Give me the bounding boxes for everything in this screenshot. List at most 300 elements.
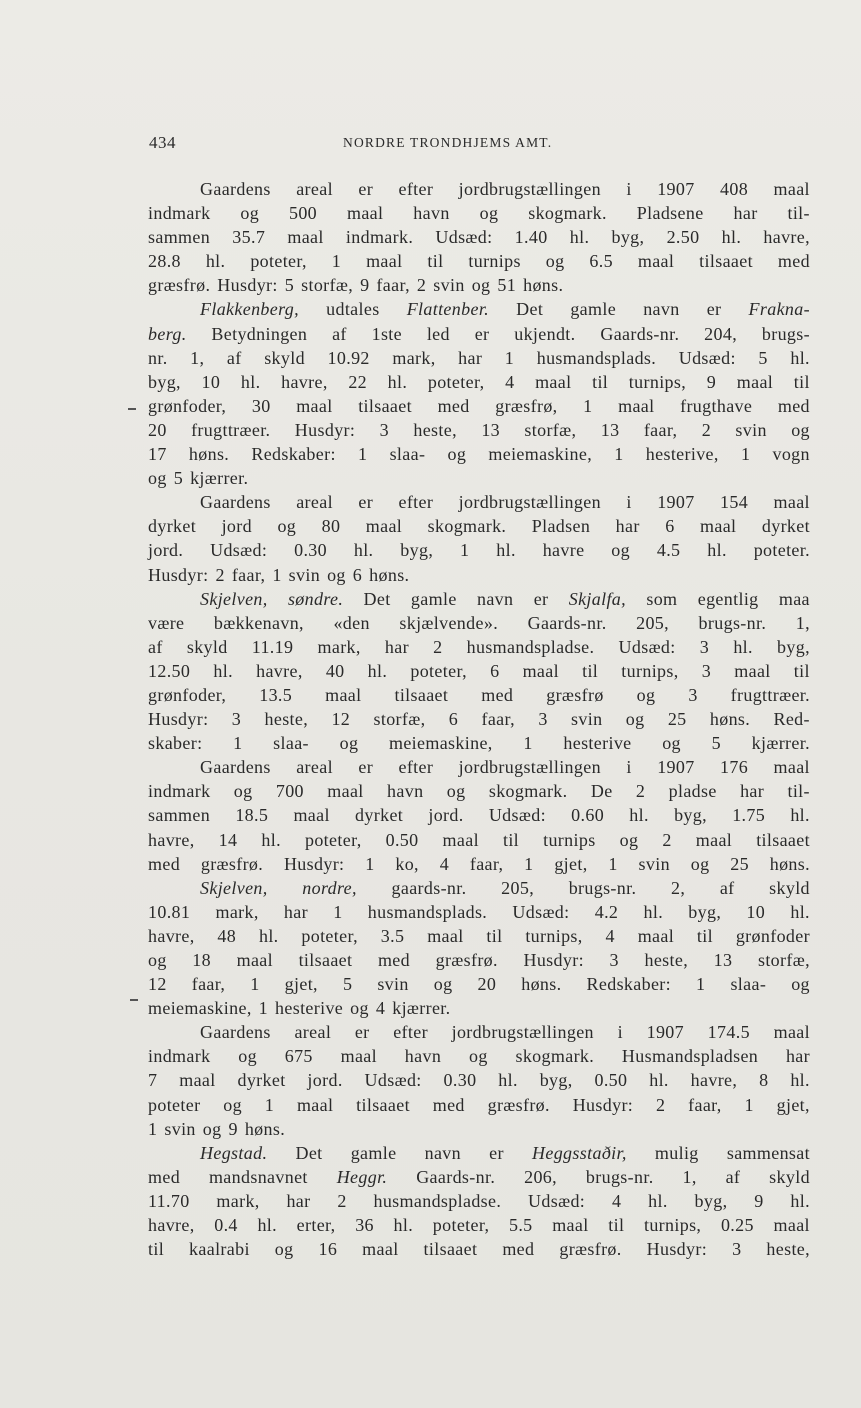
word: af — [332, 323, 347, 344]
word: Betydningen — [211, 323, 308, 344]
word: 1907 — [657, 179, 695, 199]
text-line — [148, 900, 810, 924]
word: og — [447, 444, 467, 465]
text-line — [148, 611, 810, 635]
word: maal — [695, 829, 733, 850]
word: 12 — [148, 974, 167, 995]
text-line — [148, 587, 810, 611]
word: og — [791, 419, 810, 440]
text-line — [148, 1213, 810, 1237]
word: høns. — [769, 853, 810, 874]
body-text — [148, 177, 810, 1261]
word: indmark. — [345, 227, 414, 248]
word: udtales — [326, 299, 380, 320]
word: storfæ, — [301, 275, 354, 296]
word: hl. — [790, 805, 810, 826]
word: Redskaber: — [586, 974, 672, 995]
text-line — [148, 948, 810, 972]
word: jordbrugstællingen — [451, 1022, 594, 1043]
word: hl. — [353, 540, 374, 561]
word: gamle — [350, 1142, 397, 1163]
word: Gaardens — [200, 1022, 271, 1043]
word: skogmark. — [488, 781, 568, 802]
word: nr. — [148, 347, 168, 368]
word: poteter, — [304, 829, 362, 850]
word: er — [354, 1022, 370, 1043]
text-line — [148, 563, 810, 587]
word: 1ste — [371, 323, 402, 344]
word: med — [437, 395, 470, 416]
word: skogmark. — [427, 516, 507, 537]
word: maal — [734, 660, 771, 681]
word: storfæ, — [373, 709, 426, 730]
word: til — [502, 829, 520, 850]
word: til — [793, 371, 810, 392]
word: maal — [340, 1046, 377, 1067]
word: dyrket — [761, 516, 810, 537]
word: svin — [735, 419, 767, 440]
text-line — [148, 1189, 810, 1213]
word: tilsaaet — [423, 1239, 478, 1260]
word: frugthave — [680, 395, 753, 416]
text-line — [148, 490, 810, 514]
text-line — [148, 996, 810, 1020]
word: mark, — [392, 347, 436, 368]
word: i — [617, 1022, 623, 1043]
word: er — [489, 1142, 504, 1163]
word: i — [626, 757, 632, 778]
word: Udsæd: — [678, 347, 736, 368]
word: hl. — [790, 1190, 810, 1211]
word: maal — [287, 227, 324, 248]
word: havre, — [148, 925, 195, 946]
word: hl. — [721, 227, 742, 248]
text-line — [148, 442, 810, 466]
word: poteter, — [250, 251, 307, 272]
word: til — [793, 660, 810, 681]
word: 1, — [190, 347, 205, 368]
word: efter — [398, 179, 434, 199]
word: skyld — [264, 347, 305, 368]
word: slaa- — [273, 733, 309, 754]
word: hl. — [733, 636, 753, 657]
word: svin — [164, 1118, 196, 1139]
word: byg, — [694, 1190, 728, 1211]
word: 1907 — [657, 492, 695, 513]
word: til — [427, 251, 444, 272]
word: har — [458, 347, 483, 368]
word: maal — [773, 757, 810, 778]
word: hl. — [707, 540, 727, 561]
word: Red- — [773, 709, 810, 730]
word: har — [785, 1046, 810, 1067]
text-line — [148, 370, 810, 394]
word: husmandspladse. — [373, 1190, 502, 1211]
word: 205, — [501, 877, 535, 898]
text-line — [148, 876, 810, 900]
text-line — [148, 731, 810, 755]
word: poteter, — [410, 660, 467, 681]
word: 6.5 — [589, 251, 613, 272]
word: er — [358, 492, 374, 513]
word: Husdyr: — [572, 1094, 634, 1115]
text-line — [148, 346, 810, 370]
word: Husdyr: — [294, 419, 356, 440]
word: og — [350, 998, 369, 1019]
word: 7 — [148, 1070, 158, 1091]
word: poteter, — [427, 371, 485, 392]
word: faar, — [191, 974, 226, 995]
word: gjet, — [776, 1094, 810, 1115]
word: er — [533, 588, 549, 609]
word: søndre. — [287, 588, 344, 609]
word: 174.5 — [707, 1022, 750, 1043]
word: sammen — [148, 227, 211, 248]
word: jord. — [307, 1070, 343, 1091]
word: 13.5 — [259, 684, 293, 705]
word: til- — [787, 781, 810, 802]
word: kjærrer. — [751, 733, 810, 754]
word: 25 — [667, 709, 687, 730]
word: med — [481, 684, 514, 705]
word: 6 — [490, 660, 500, 681]
word: dyrket — [237, 1070, 286, 1091]
word: og — [636, 684, 656, 705]
word: byg, — [148, 371, 181, 392]
word: maal — [327, 781, 364, 802]
word: og — [545, 251, 565, 272]
word: maal — [236, 950, 273, 970]
word: høns. — [244, 1118, 286, 1139]
word: 1 — [744, 1094, 754, 1115]
word: er — [358, 179, 374, 199]
word: til — [592, 371, 609, 392]
text-line — [148, 1093, 810, 1117]
page-header — [149, 133, 811, 155]
word: 1 — [233, 733, 243, 754]
word: svin — [571, 709, 603, 730]
text-line — [148, 177, 810, 201]
word: ko, — [395, 853, 419, 874]
text-line — [148, 1020, 810, 1044]
word: hl. — [569, 227, 590, 248]
word: efter — [393, 1022, 428, 1043]
word: havre, — [281, 371, 328, 392]
word: indmark — [148, 203, 211, 224]
text-line — [148, 683, 810, 707]
word: Det — [363, 588, 391, 609]
word: 0.30 — [443, 1070, 477, 1091]
text-line — [148, 297, 810, 321]
word: som — [646, 588, 678, 609]
word: havre, — [763, 227, 810, 248]
word: byg, — [777, 636, 810, 657]
word: er — [474, 323, 490, 344]
word: 6 — [352, 564, 363, 585]
word: poteter, — [301, 925, 358, 946]
word: og — [223, 1094, 242, 1115]
word: mark, — [317, 636, 361, 657]
word: havre, — [256, 660, 303, 681]
word: mandsnavnet — [208, 1166, 308, 1187]
word: havre, — [148, 1215, 195, 1236]
word: hl. — [648, 1190, 668, 1211]
text-line — [148, 803, 810, 827]
word: 1 — [504, 347, 515, 368]
word: husmandsplads. — [536, 347, 657, 368]
word: 36 — [355, 1215, 374, 1236]
word: hl. — [496, 540, 516, 561]
word: hl. — [213, 660, 233, 681]
word: 1 — [608, 853, 618, 874]
word: 3 — [379, 419, 389, 440]
word: 1907 — [657, 757, 695, 778]
word: dyrket — [148, 516, 197, 537]
word: af — [148, 636, 163, 657]
word: faar, — [376, 275, 410, 296]
word: græsfrø. — [200, 853, 264, 874]
word: husmandsplads. — [367, 901, 488, 922]
word: til — [582, 660, 599, 681]
word: 25 — [730, 853, 749, 874]
word: Husdyr: — [148, 564, 209, 585]
word: svin — [288, 564, 321, 585]
word: 1 — [523, 733, 533, 754]
word: turnips, — [628, 371, 687, 392]
word: Gaards-nr. — [527, 612, 607, 633]
word: jordbrugstællingen — [458, 757, 601, 778]
word: Gaardens — [200, 757, 271, 778]
word: hl. — [643, 901, 664, 922]
word: ukjendt. — [514, 323, 576, 344]
word: Husdyr: — [283, 853, 345, 874]
word: maal — [535, 371, 572, 392]
word: turnips, — [643, 1215, 702, 1236]
page-number: 434 — [149, 133, 176, 152]
word: faar, — [469, 853, 504, 874]
word: 18.5 — [235, 805, 269, 826]
word: 28.8 — [148, 251, 181, 272]
word: skogmark. — [528, 203, 607, 224]
word: maal — [179, 1070, 216, 1091]
word: og — [202, 1118, 222, 1139]
text-line — [148, 828, 810, 852]
word: 3.5 — [380, 925, 405, 946]
word: 9 — [228, 1118, 238, 1139]
word: og — [233, 781, 253, 802]
word: hl. — [790, 901, 810, 922]
word: skyld — [769, 877, 810, 898]
word: og — [240, 203, 260, 224]
word: tilsaaet — [298, 950, 353, 970]
word: 6 — [448, 709, 459, 730]
word: hl. — [367, 660, 388, 681]
word: frugttræer. — [730, 684, 810, 705]
word: af — [719, 877, 735, 898]
text-line — [148, 1165, 810, 1189]
word: maal — [296, 395, 333, 416]
text-line — [148, 394, 810, 418]
word: Udsæd: — [488, 805, 546, 826]
word: Husdyr: — [523, 950, 584, 970]
word: 5 — [758, 347, 768, 368]
word: svin — [433, 275, 465, 296]
word: hesterive — [563, 733, 632, 754]
word: 2 — [433, 636, 443, 657]
word: Udsæd: — [364, 1070, 422, 1091]
word: skogmark. — [515, 1046, 595, 1067]
word: har — [733, 203, 758, 224]
word: Husdyr: — [217, 275, 278, 296]
word: areal — [294, 1022, 332, 1043]
word: Det — [295, 1142, 323, 1163]
word: 1.40 — [514, 227, 548, 248]
word: indmark — [148, 1046, 211, 1067]
word: græsfrø. — [435, 950, 498, 970]
word: maal — [522, 660, 559, 681]
text-line — [148, 418, 810, 442]
word: til- — [787, 203, 810, 224]
word: og — [148, 950, 167, 970]
text-line — [148, 249, 810, 273]
word: faar, — [688, 1094, 722, 1115]
word: 1 — [460, 540, 470, 561]
word: maal — [736, 371, 774, 392]
word: med — [148, 1166, 181, 1187]
word: byg, — [688, 901, 722, 922]
word: 4 — [605, 925, 615, 946]
word: sammensat — [726, 1142, 810, 1163]
word: gamle — [570, 299, 617, 320]
word: 20 — [148, 419, 167, 440]
word: 2 — [635, 781, 646, 802]
word: 13 — [600, 419, 620, 440]
word: 1.75 — [732, 805, 766, 826]
word: skjælvende». — [399, 612, 499, 633]
word: areal — [296, 757, 333, 778]
word: De — [590, 781, 613, 802]
word: 22 — [348, 371, 368, 392]
text-line — [148, 225, 810, 249]
word: og — [274, 1239, 294, 1260]
word: 1 — [365, 853, 375, 874]
word: jordbrugstællingen — [458, 179, 601, 199]
word: storfæ, — [757, 950, 810, 970]
word: 9 — [360, 275, 370, 296]
word: 1 — [272, 564, 282, 585]
running-title: NORDRE TRONDHJEMS AMT. — [343, 135, 553, 150]
word: areal — [296, 179, 333, 199]
text-line — [148, 924, 810, 948]
word: 2 — [655, 1094, 666, 1115]
word: maal — [700, 516, 737, 537]
word: og — [238, 1046, 257, 1067]
word: 4 — [439, 853, 450, 874]
word: 1 — [331, 251, 342, 272]
word: hl. — [261, 829, 281, 850]
word: 9 — [754, 1190, 764, 1211]
word: hl. — [387, 371, 408, 392]
word: skaber: — [148, 733, 203, 754]
word: til — [148, 1239, 165, 1260]
word: grønfoder, — [148, 395, 227, 416]
word: storfæ, — [524, 419, 577, 440]
word: hl. — [240, 371, 261, 392]
word: Skjelven, — [200, 877, 268, 898]
word: græsfrø. — [148, 275, 211, 296]
word: og — [619, 829, 639, 850]
word: med — [148, 853, 181, 874]
margin-mark — [130, 999, 138, 1001]
word: Gaardens — [200, 492, 271, 513]
word: jord — [221, 516, 252, 537]
word: 8 — [759, 1070, 769, 1091]
word: 1, — [795, 612, 810, 633]
word: maal — [442, 829, 479, 850]
word: Redskaber: — [251, 444, 336, 465]
word: tilsaaet — [394, 684, 449, 705]
word: har — [286, 1190, 311, 1211]
word: 0.50 — [594, 1070, 628, 1091]
word: med — [377, 950, 410, 970]
word: Husdyr: — [646, 1239, 708, 1260]
word: hl. — [498, 1070, 518, 1091]
word: 1 — [264, 1094, 275, 1115]
word: græsfrø. — [487, 1094, 550, 1115]
word: og — [327, 564, 346, 585]
word: Hegstad. — [200, 1142, 268, 1163]
word: maal — [773, 1215, 810, 1236]
word: 2 — [662, 829, 672, 850]
word: 14 — [218, 829, 238, 850]
word: Heggsstaðir, — [532, 1142, 627, 1163]
word: poteter — [148, 1094, 201, 1115]
word: 30 — [251, 395, 271, 416]
word: turnips, — [525, 925, 583, 946]
word: grønfoder, — [148, 684, 227, 705]
word: 1 — [583, 395, 593, 416]
text-line — [148, 466, 810, 490]
word: 5 — [711, 733, 721, 754]
word: høns. — [521, 974, 562, 995]
word: Pladsen — [531, 516, 591, 537]
word: græsfrø — [546, 684, 604, 705]
word: 0.50 — [385, 829, 419, 850]
word: Udsæd: — [618, 636, 676, 657]
word: Udsæd: — [528, 1190, 586, 1211]
word: med — [432, 1094, 465, 1115]
word: tilsaaet — [356, 1094, 410, 1115]
word: frugttræer. — [191, 419, 271, 440]
word: 10 — [201, 371, 221, 392]
word: maal — [552, 1215, 589, 1236]
word: navn — [476, 588, 514, 609]
word: grønfoder — [735, 925, 810, 946]
word: 4 — [375, 998, 386, 1019]
word: Udsæd: — [435, 227, 493, 248]
word: i — [626, 179, 632, 199]
word: 11.19 — [251, 636, 294, 657]
word: slaa- — [730, 974, 767, 995]
word: jordbrugstællingen — [458, 492, 601, 513]
word: maal — [427, 925, 464, 946]
text-line — [148, 273, 810, 297]
margin-mark — [128, 408, 136, 410]
word: heste, — [644, 950, 689, 970]
word: havn — [387, 781, 424, 802]
word: 5 — [173, 468, 184, 489]
word: 10.81 — [148, 901, 191, 922]
